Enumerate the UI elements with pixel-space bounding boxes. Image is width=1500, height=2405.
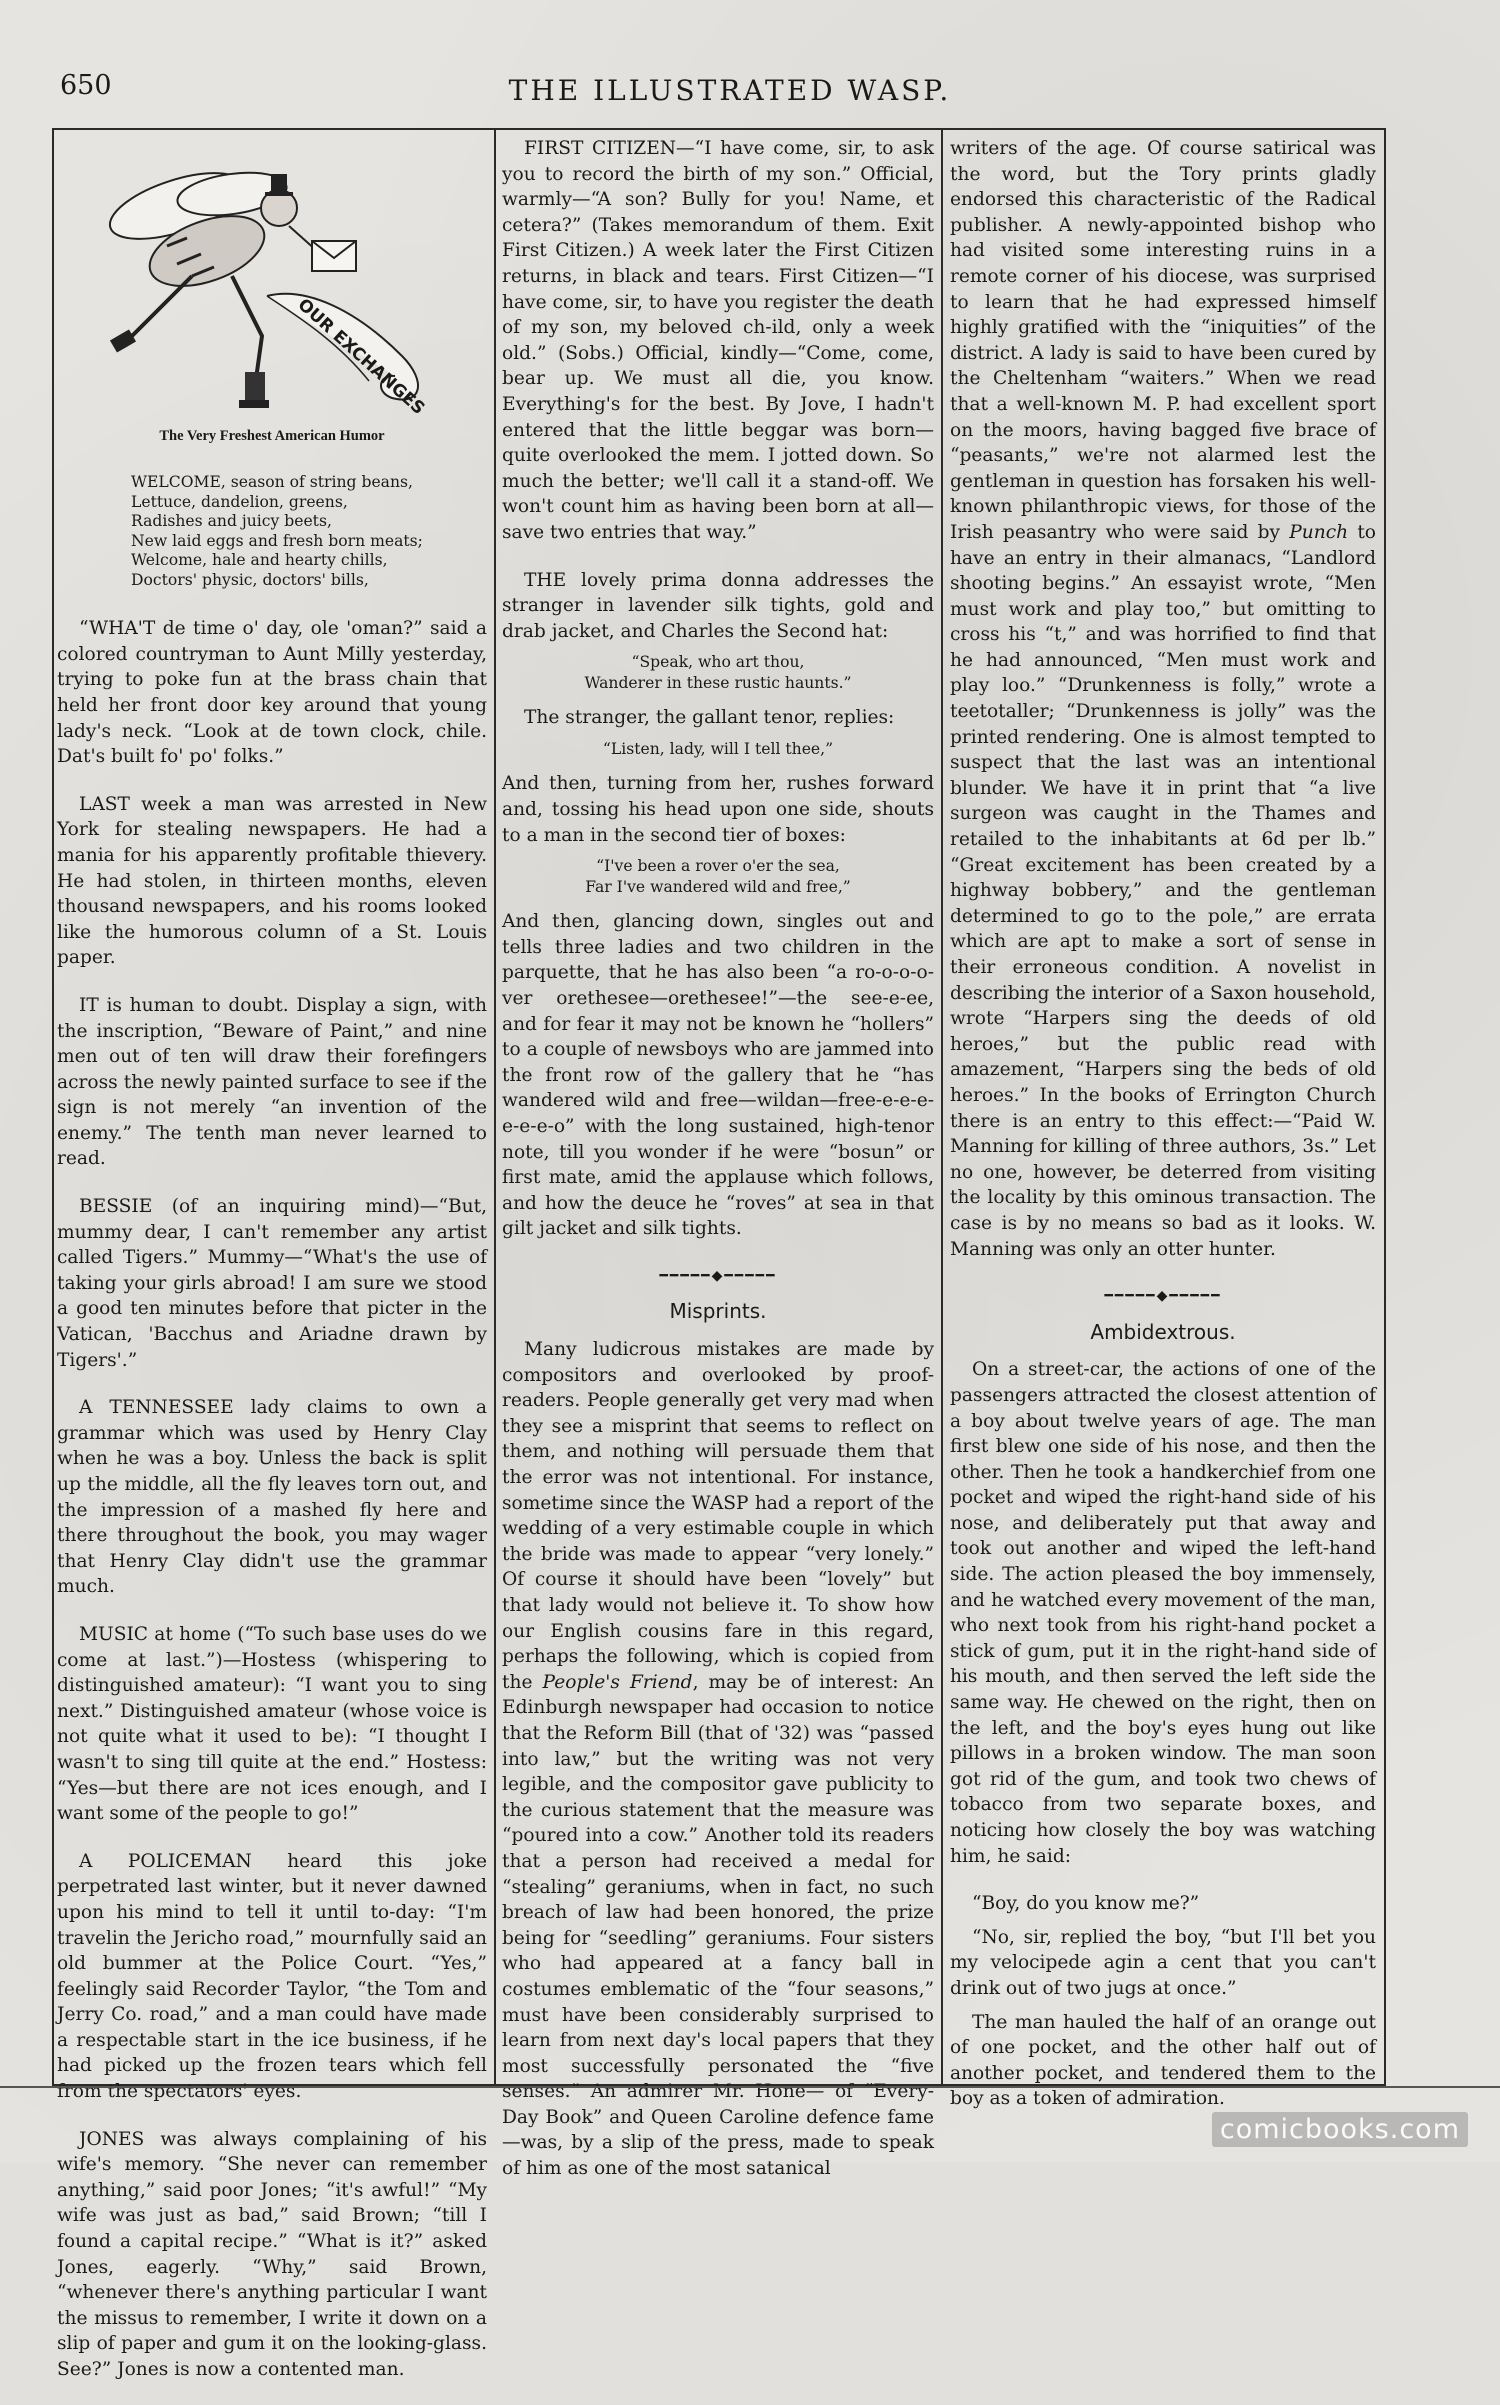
item-paragraph: And then, turning from her, rushes forward and, tossing his head upon one side, shouts to a man in the second tier of boxes: xyxy=(502,773,934,846)
poem xyxy=(131,473,487,590)
publication-title: People's Friend xyxy=(542,1671,693,1693)
text-span: Many ludicrous mistakes are made by compositors and overlooked by proof-readers. People generally get very mad when they see a misprint that seems to reflect on them, and nothing will persuade them that the error was not intentional. For instance, sometime since the WASP had a report of the wedding of a very estimable couple in which the bride was made to appear “very lonely.” Of course it should have been “lovely” but that lady would not believe it. To show how our English cousins fare in this regard, perhaps the following, which is copied from the xyxy=(502,1339,934,1693)
item-paragraph: IT is human to doubt. Display a sign, with the inscription, “Beware of Paint,” and nine men out of ten will draw their forefingers across the newly painted surface to see if the sign is not merely “an invention of the enemy.” The tenth man never learned to read. xyxy=(57,994,487,1170)
item-paragraph: THE lovely prima donna addresses the stranger in lavender silk tights, gold and drab jacket, and Charles the Second hat: xyxy=(502,569,934,642)
verse-line: Far I've wandered wild and free,” xyxy=(585,877,851,896)
verse-line: “Listen, lady, will I tell thee,” xyxy=(602,739,834,758)
text-span: writers of the age. Of course satirical was the word, but the Tory prints gladly endorsed this characteristic of the Radical publisher. A newly-appointed bishop who had visited some interesting ruins in a remote corner of his diocese, was surprised to learn that he had expressed himself highly gratified with the “iniquities” of the district. A lady is said to have been cured by the Cheltenham “waiters.” When we read that a well-known M. P. had excellent sport on the moors, having bagged five brace of “peasants,” we're not alarmed lest the gentleman in question has forsaken his well-known philanthropic views, for those of the Irish peasantry who were said by xyxy=(950,138,1376,543)
item-paragraph xyxy=(502,1337,934,2182)
item-paragraph xyxy=(950,136,1376,1262)
section-separator: ━━━━━◆━━━━━ xyxy=(1104,1288,1222,1305)
verse-line: Wanderer in these rustic haunts.” xyxy=(584,673,852,692)
item-paragraph: On a street-car, the actions of one of the passengers attracted the closest attention of a boy about twelve years of age. The man first blew one side of his nose, and then the other. Then he took a handkerchief from one pocket and wiped the right-hand side of his nose, and deliberately put that away and took out another and wiped the left-hand side. The action pleased the boy immensely, and he watched every movement of the man, who next took from his right-hand pocket a stick of gum, put it in the right-hand side of his mouth, and then served the left side the same way. He chewed on the right, then on the left, and the boy's eyes hung out like pillows in a broken window. The man soon got rid of the gum, and took two chews of tobacco from two separate boxes, and noticing how closely the boy was watching him, he said: xyxy=(950,1359,1376,1867)
page-number: 650 xyxy=(60,70,112,101)
section-separator: ━━━━━◆━━━━━ xyxy=(659,1267,777,1284)
item-paragraph: A TENNESSEE lady claims to own a grammar which was used by Henry Clay when he was a boy. Unless the back is split up the middle, all the fly leaves torn out, and the impression of a mashed fly here and there throughout the book, you may wager that Henry Clay didn't use the grammar much. xyxy=(57,1397,487,1598)
item-paragraph: The man hauled the half of an orange out of one pocket, and the other half out of another pocket, and tendered them to the boy as a token of admiration. xyxy=(950,2011,1376,2110)
poem-line: New laid eggs and fresh born meats; xyxy=(131,531,423,550)
column-divider-2 xyxy=(941,128,943,2084)
item-paragraph: BESSIE (of an inquiring mind)—“But, mummy dear, I can't remember any artist called Tigers.” Mummy—“What's the use of taking your girls abroad! I am sure we stood a good ten minutes before that picter in the Vatican, 'Bacchus and Ariadne drawn by Tigers'.” xyxy=(57,1196,487,1371)
item-paragraph: “No, sir, replied the boy, “but I'll bet you my velocipede agin a cent that you can't drink out of two jugs at once.” xyxy=(950,1926,1376,1999)
poem-line: Lettuce, dandelion, greens, xyxy=(131,492,348,511)
item-paragraph: “Boy, do you know me?” xyxy=(972,1893,1200,1915)
poem-line: WELCOME, season of string beans, xyxy=(131,473,413,492)
poem-line: Doctors' physic, doctors' bills, xyxy=(131,570,369,589)
section-heading: Ambidextrous. xyxy=(1090,1319,1236,1344)
poem-line: Welcome, hale and hearty chills, xyxy=(131,551,388,570)
item-paragraph: MUSIC at home (“To such base uses do we come at last.”)—Hostess (whispering to distinguished amateur): “I want you to sing next.” Distinguished amateur (whose voice is not quite what it used to be): “I thought I wasn't to sing till quite at the end.” Hostess: “Yes—but there are not ices enough, and I want some of the people to go!” xyxy=(57,1623,487,1825)
wasp-illustration xyxy=(57,136,487,414)
item-paragraph: LAST week a man was arrested in New York for stealing newspapers. He had a mania for his apparently profitable thievery. He had stolen, in thirteen months, eleven thousand newspapers, and his rooms looked like the humorous column of a St. Louis paper. xyxy=(57,793,487,969)
banner-text: OUR EXCHANGES xyxy=(293,294,429,414)
column-1 xyxy=(57,136,487,2405)
poem-line: Radishes and juicy beets, xyxy=(131,512,332,531)
text-span: , may be of interest: An Edinburgh newspaper had occasion to notice that the Reform Bill (that of '32) was “passed into law,” but the writing was not very legible, and the compositor gave publicity to the curious statement that the measure was “poured into a cow.” Another told its readers that a person had received a medal for “stealing” geraniums, when in fact, no such breach of law had been honored, the prize being for “seedling” geraniums. Four sisters who had appeared at a fancy ball in costumes emblematic of the “four seasons,” must have been considerably surprised to learn from next day's local papers that they most successfully personated the “five senses.” An admirer Mr. Hone— of “Every-Day Book” and Queen Caroline defence fame—was, by a slip of the press, made to speak of him as one of the most satanical xyxy=(502,1671,934,2180)
watermark: comicbooks.com xyxy=(1212,2112,1468,2147)
item-paragraph: The stranger, the gallant tenor, replies: xyxy=(524,707,895,729)
verse xyxy=(502,856,934,897)
item-paragraph: “WHA'T de time o' day, ole 'oman?” said a colored countryman to Aunt Milly yesterday, trying to poke fun at the brass chain that held her front door key around that young lady's neck. “Look at de town clock, chile. Dat's built fo' po' folks.” xyxy=(57,618,487,768)
publication-title: Punch xyxy=(1289,521,1349,543)
verse-line: “I've been a rover o'er the sea, xyxy=(596,857,840,876)
item-paragraph: JONES was always complaining of his wife's memory. “She never can remember anything,” said poor Jones; “it's awful!” “My wife was just as bad,” said Brown; “till I found a capital recipe.” “What is it?” asked Jones, eagerly. “Why,” said Brown, “whenever there's anything particular I want the missus to remember, I write it down on a slip of paper and gum it on the looking-glass. See?” Jones is now a contented man. xyxy=(57,2128,487,2380)
section-heading: Misprints. xyxy=(669,1299,767,1324)
verse xyxy=(502,739,934,760)
bottom-rule xyxy=(0,2086,1500,2088)
column-2 xyxy=(502,136,934,2204)
item-paragraph: A POLICEMAN heard this joke perpetrated last winter, but it never dawned upon his mind to tell it until to-day: “I'm travelin the Jericho road,” mournfully said an old bummer at the Police Court. “Yes,” feelingly said Recorder Taylor, “the Tom and Jerry Co. road,” and a man could have made a respectable start in the ice business, if he had picked up the frozen tears which fell from the spectators' eyes. xyxy=(57,1850,487,2103)
verse xyxy=(502,652,934,693)
masthead: THE ILLUSTRATED WASP. xyxy=(508,74,952,107)
page-header xyxy=(60,70,1400,110)
text-span: to have an entry in their almanacs, “Landlord shooting begins.” An essayist wrote, “Men must work and play too,” but omitting to cross his “t,” and was horrified to find that he had announced, “Men must work and play loo.” “Drunkenness is folly,” wrote a teetotaller; “Drunkenness is jolly” was the printed rendering. One is almost tempted to suspect that the last was an intentional blunder. We have it in print that “a live surgeon was caught in the Thames and retailed to the inhabitants at 6d per lb.” “Great excitement has been created by a highway bobbery,” and the gentleman determined to go to the pole,” are errata which are apt to make a sort of sense in their erroneous condition. A novelist in describing the interior of a Saxon household, wrote “Harpers sing the deeds of old heroes,” but the public read with amazement, “Harpers sing the beds of old heroes.” In the books of Errington Church there is an entry to this effect:—“Paid W. Manning for killing of three authors, 3s.” Let no one, however, be deterred from visiting the locality by this ominous transaction. The case is by no means so bad as it looks. W. Manning was only an otter hunter. xyxy=(950,521,1376,1260)
illustration-caption: The Very Freshest American Humor xyxy=(159,427,385,444)
item-paragraph: FIRST CITIZEN—“I have come, sir, to ask you to record the birth of my son.” Official, warmly—“A son? Bully for you! Name, et cetera?” (Takes memorandum of them. Exit First Citizen.) A week later the First Citizen returns, in black and tears. First Citizen—“I have come, sir, to have you register the death of my son, my beloved ch-ild, only a week old.” (Sobs.) Official, kindly—“Come, come, bear up. We must all die, you know. Everything's for the best. By Jove, I hadn't entered that the little beggar was born—quite overlooked the mem. I jotted down. So much the better; we'll call it a stand-off. We won't count him as having been born at all—save two entries that way.” xyxy=(502,138,934,543)
column-3 xyxy=(950,136,1376,2134)
item-paragraph: And then, glancing down, singles out and tells three ladies and two children in the parquette, that he has also been “a ro-o-o-o-ver orethesee—orethesee!”—the see-e-ee, and for fear it may not be known he “hollers” to a couple of newsboys who are jammed into the front row of the gallery that he “has wandered wild and free—wildan—free-e-e-e-e-e-e-o” with the long sustained, high-tenor note, till you wonder if he were “bosun” or first mate, amid the applause which follows, and how the deuce he “roves” at sea in that gilt jacket and silk tights. xyxy=(502,911,934,1240)
column-divider-1 xyxy=(494,128,496,2084)
verse-line: “Speak, who art thou, xyxy=(631,653,805,672)
